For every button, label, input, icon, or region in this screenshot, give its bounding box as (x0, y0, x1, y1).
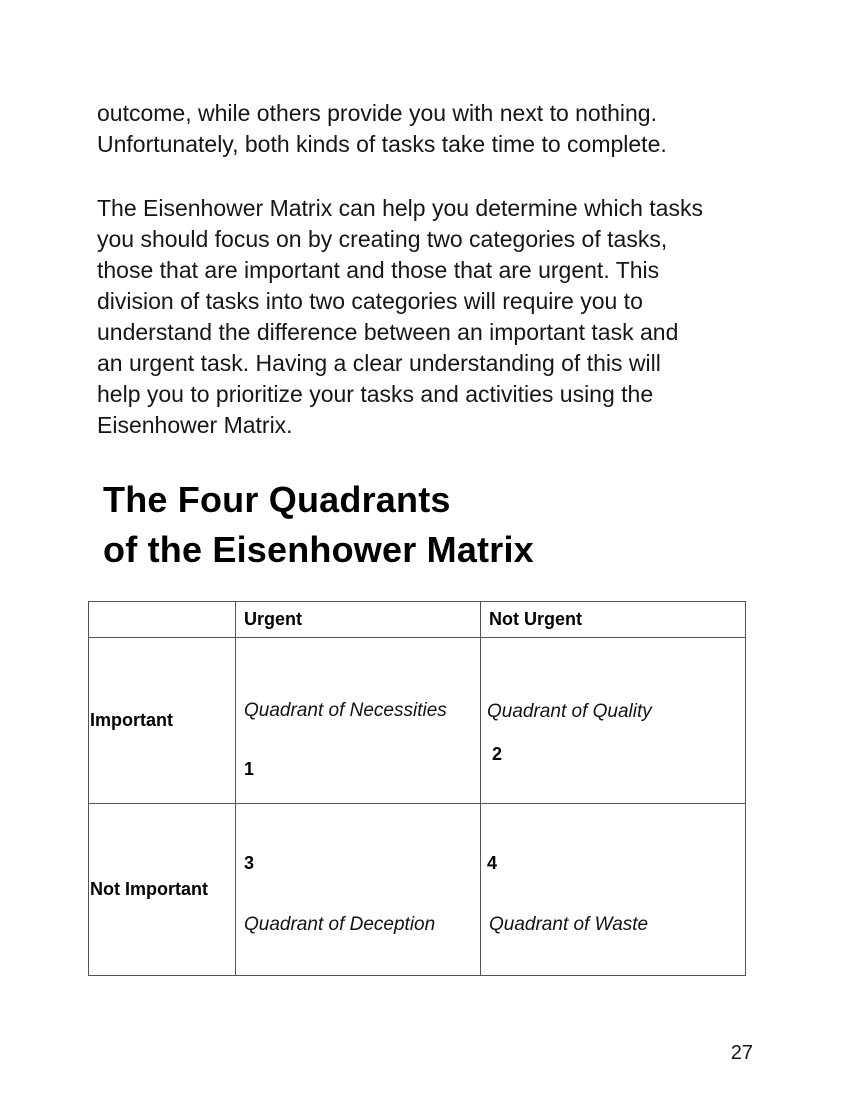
table-row-not-important (89, 804, 746, 976)
quadrant-4-name: Quadrant of Waste (489, 914, 649, 935)
quadrant-3-number: 3 (244, 853, 255, 873)
quadrant-4-number: 4 (487, 853, 498, 873)
page-number: 27 (730, 1042, 753, 1064)
quadrant-1-number: 1 (244, 759, 255, 779)
quadrant-1-cell (236, 638, 481, 804)
quadrant-2-number: 2 (492, 744, 503, 764)
eisenhower-matrix-table (88, 601, 746, 976)
table-row-important (89, 638, 746, 804)
quadrant-3-cell (236, 804, 481, 976)
quadrant-2-cell (481, 638, 746, 804)
section-heading: The Four Quadrants of the Eisenhower Matrix (103, 479, 534, 570)
row-label-important: Important (89, 638, 236, 804)
row-label-not-important: Not Important (89, 804, 236, 976)
quadrant-2-name: Quadrant of Quality (487, 701, 652, 722)
quadrant-1-name: Quadrant of Necessities (244, 700, 447, 721)
header-not-urgent: Not Urgent (481, 602, 746, 638)
quadrant-3-name: Quadrant of Deception (244, 914, 436, 935)
header-urgent: Urgent (236, 602, 481, 638)
table-header-row (89, 602, 746, 638)
paragraph-intro: outcome, while others provide you with next to nothing. Unfortunately, both kinds of tasks take time to complete. (97, 100, 667, 157)
corner-header-cell (89, 602, 236, 638)
quadrant-4-cell (481, 804, 746, 976)
paragraph-eisenhower-explanation: The Eisenhower Matrix can help you determine which tasks you should focus on by creating two categories of tasks, those that are important and those that are urgent. This division of tasks into two categories will require you to understand the difference between an important task and an urgent task. Having a clear understanding of this will help you to prioritize your tasks and activities using the Eisenhower Matrix. (97, 195, 703, 438)
